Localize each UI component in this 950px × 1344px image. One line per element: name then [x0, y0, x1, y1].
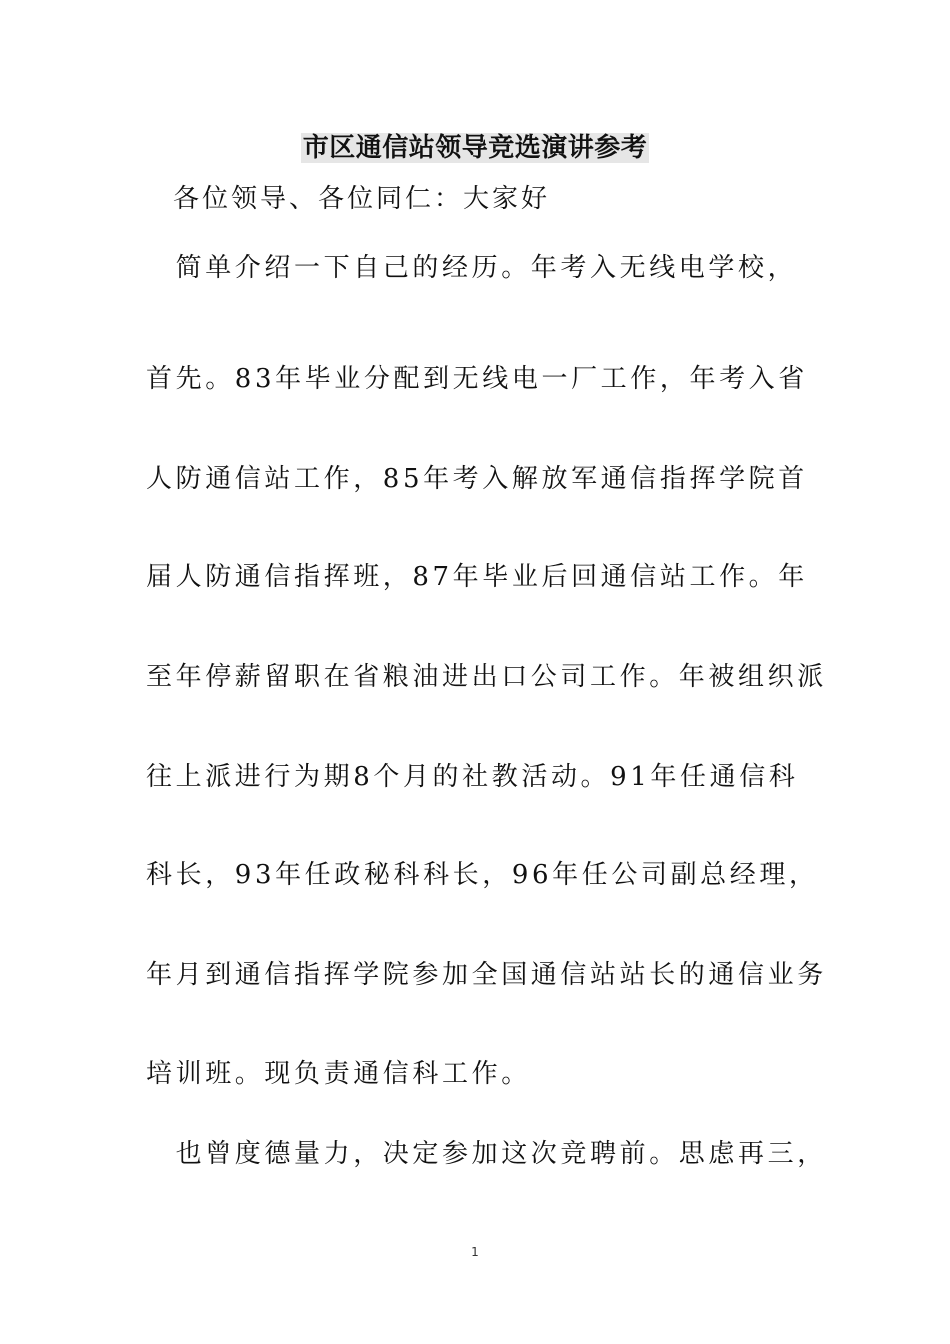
- body-line: 培训班。现负责通信科工作。: [146, 1059, 531, 1089]
- body-line: 届人防通信指挥班，87年毕业后回通信站工作。年: [146, 562, 808, 592]
- body-line: 人防通信站工作，85年考入解放军通信指挥学院首: [146, 464, 808, 494]
- body-line: 往上派进行为期8个月的社教活动。91年任通信科: [146, 762, 799, 792]
- body-line: 首先。83年毕业分配到无线电一厂工作，年考入省: [146, 364, 808, 394]
- greeting-line: 各位领导、各位同仁：大家好: [173, 184, 551, 214]
- body-line: 年月到通信指挥学院参加全国通信站站长的通信业务: [146, 960, 827, 990]
- body-line: 科长，93年任政秘科科长，96年任公司副总经理，: [146, 860, 819, 890]
- body-line: 也曾度德量力，决定参加这次竞聘前。思虑再三，: [146, 1139, 827, 1169]
- document-title-text: 市区通信站领导竞选演讲参考: [302, 133, 648, 163]
- body-line: 简单介绍一下自己的经历。年考入无线电学校，: [146, 253, 798, 283]
- page-number: 1: [471, 1245, 479, 1259]
- document-title: [0, 128, 950, 168]
- body-line: 至年停薪留职在省粮油进出口公司工作。年被组织派: [146, 662, 827, 692]
